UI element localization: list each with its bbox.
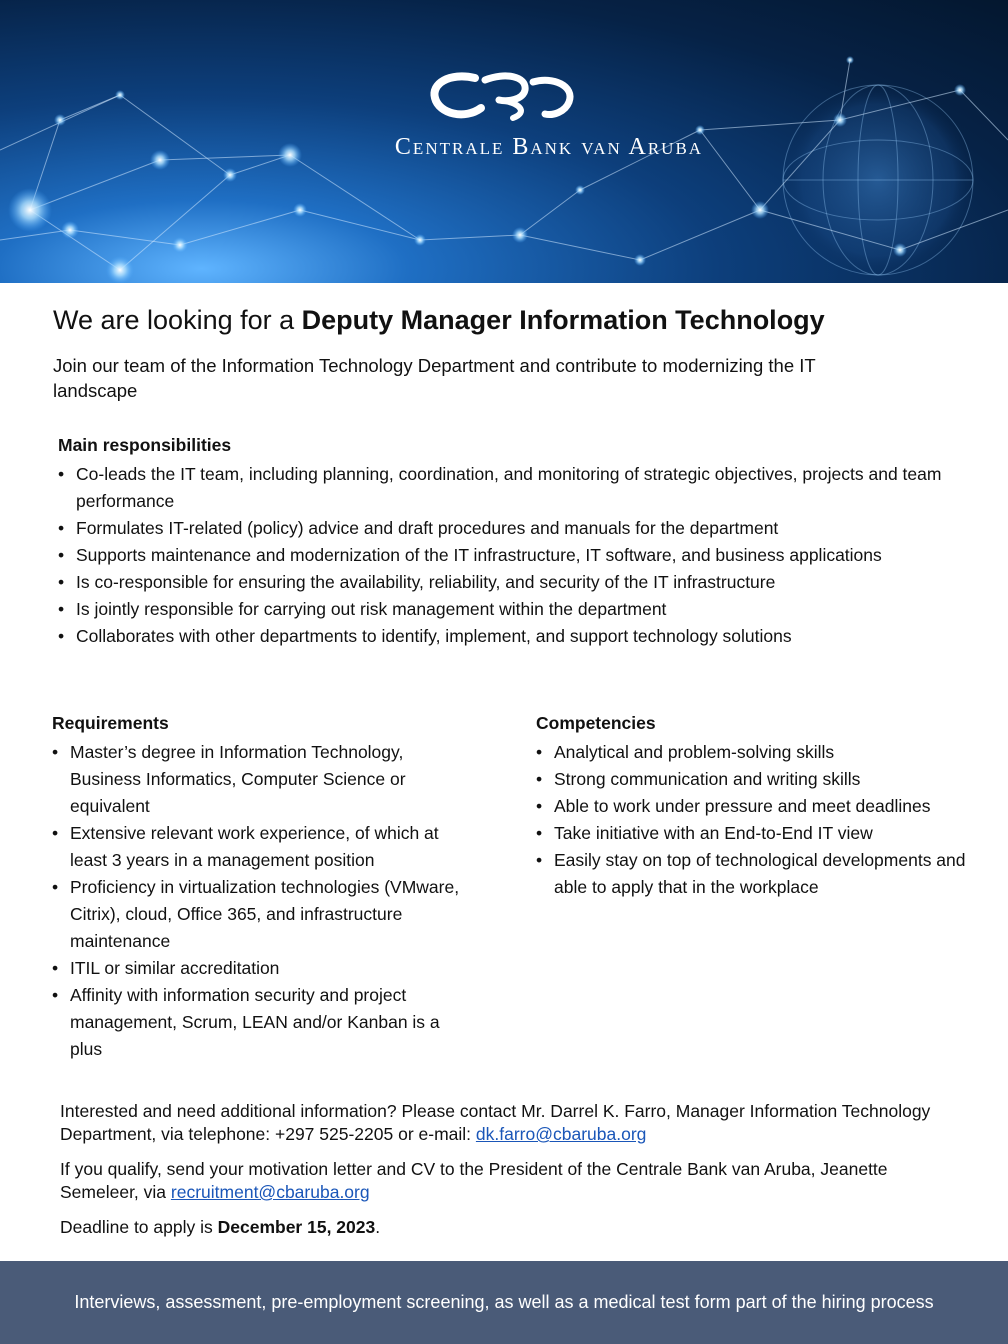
list-item: [58, 542, 958, 569]
responsibility-text: Collaborates with other departments to identify, implement, and support technology solutions: [76, 626, 792, 646]
recruitment-email-link[interactable]: recruitment@cbaruba.org: [170, 1182, 370, 1202]
competency-text: Able to work under pressure and meet deadlines: [554, 796, 931, 816]
position-title: Deputy Manager Information Technology: [301, 305, 825, 335]
header-banner: [0, 0, 1008, 283]
deadline-end: .: [375, 1217, 381, 1237]
requirements-heading: Requirements: [52, 713, 169, 733]
responsibilities-heading: Main responsibilities: [58, 435, 232, 455]
requirement-text: Extensive relevant work experience, of which at least 3 years in a management position: [70, 823, 439, 870]
bullet-icon: •: [52, 877, 59, 897]
responsibility-text: Is jointly responsible for carrying out risk management within the department: [76, 599, 667, 619]
competency-text: Easily stay on top of technological developments and able to apply that in the workplace: [554, 850, 966, 897]
footer-bar: [0, 1261, 1008, 1344]
responsibility-text: Co-leads the IT team, including planning, coordination, and monitoring of strategic objectives, projects and team performance: [76, 464, 942, 511]
list-item: [58, 515, 958, 542]
bullet-icon: •: [58, 545, 65, 565]
deadline-lead: Deadline to apply is: [60, 1217, 213, 1237]
requirement-text: Master’s degree in Information Technology, Business Informatics, Computer Science or equivalent: [70, 742, 406, 816]
bullet-icon: •: [536, 850, 543, 870]
apply-paragraph: [60, 1158, 950, 1204]
competency-text: Strong communication and writing skills: [554, 769, 861, 789]
competency-text: Analytical and problem-solving skills: [554, 742, 835, 762]
bank-logo-mark-icon: [429, 68, 579, 124]
bank-name: Centrale Bank van Aruba: [394, 134, 704, 160]
competencies-section: [536, 713, 966, 901]
bullet-icon: •: [52, 742, 59, 762]
list-item: [58, 461, 958, 515]
responsibilities-list: [58, 461, 958, 650]
deadline-paragraph: [60, 1216, 950, 1239]
competency-text: Take initiative with an End-to-End IT view: [554, 823, 873, 843]
page-title-lead: We are looking for a: [53, 305, 295, 335]
list-item: [52, 982, 472, 1063]
intro-text: Join our team of the Information Technology Department and contribute to modernizing the IT landscape: [53, 355, 816, 401]
contact-section: [60, 1100, 950, 1251]
list-item: [52, 874, 472, 955]
bank-logo: [0, 68, 1008, 161]
contact-info-text: Interested and need additional information? Please contact Mr. Darrel K. Farro, Manager Information Technology Department, via telephone: +297 525-2205 or e-mail:: [60, 1101, 931, 1144]
requirements-section: [52, 713, 472, 1063]
list-item: [536, 739, 966, 766]
list-item: [536, 793, 966, 820]
bullet-icon: •: [58, 626, 65, 646]
bullet-icon: •: [58, 518, 65, 538]
requirements-list: [52, 739, 472, 1063]
bullet-icon: •: [58, 464, 65, 484]
contact-email-link[interactable]: dk.farro@cbaruba.org: [475, 1124, 647, 1144]
bullet-icon: •: [58, 572, 65, 592]
bullet-icon: •: [52, 823, 59, 843]
competencies-list: [536, 739, 966, 901]
page-title: [53, 305, 825, 336]
contact-info-paragraph: [60, 1100, 950, 1146]
list-item: [58, 623, 958, 650]
bullet-icon: •: [52, 958, 59, 978]
responsibility-text: Is co-responsible for ensuring the availability, reliability, and security of the IT infrastructure: [76, 572, 776, 592]
list-item: [52, 955, 472, 982]
list-item: [52, 739, 472, 820]
responsibility-text: Formulates IT-related (policy) advice and draft procedures and manuals for the department: [76, 518, 779, 538]
requirement-text: Proficiency in virtualization technologies (VMware, Citrix), cloud, Office 365, and infrastructure maintenance: [70, 877, 460, 951]
list-item: [536, 766, 966, 793]
list-item: [58, 596, 958, 623]
footer-text: Interviews, assessment, pre-employment screening, as well as a medical test form part of the hiring process: [74, 1292, 934, 1312]
bullet-icon: •: [536, 796, 543, 816]
list-item: [58, 569, 958, 596]
bullet-icon: •: [536, 742, 543, 762]
competencies-heading: Competencies: [536, 713, 656, 733]
apply-text: If you qualify, send your motivation letter and CV to the President of the Centrale Bank van Aruba, Jeanette Semeleer, via: [60, 1159, 888, 1202]
list-item: [536, 820, 966, 847]
list-item: [52, 820, 472, 874]
bullet-icon: •: [536, 823, 543, 843]
bullet-icon: •: [52, 985, 59, 1005]
deadline-date: December 15, 2023: [217, 1217, 376, 1237]
responsibilities-section: [58, 435, 958, 650]
requirement-text: Affinity with information security and project management, Scrum, LEAN and/or Kanban is a plus: [70, 985, 440, 1059]
bullet-icon: •: [58, 599, 65, 619]
list-item: [536, 847, 966, 901]
requirement-text: ITIL or similar accreditation: [70, 958, 280, 978]
responsibility-text: Supports maintenance and modernization of the IT infrastructure, IT software, and business applications: [76, 545, 882, 565]
bullet-icon: •: [536, 769, 543, 789]
